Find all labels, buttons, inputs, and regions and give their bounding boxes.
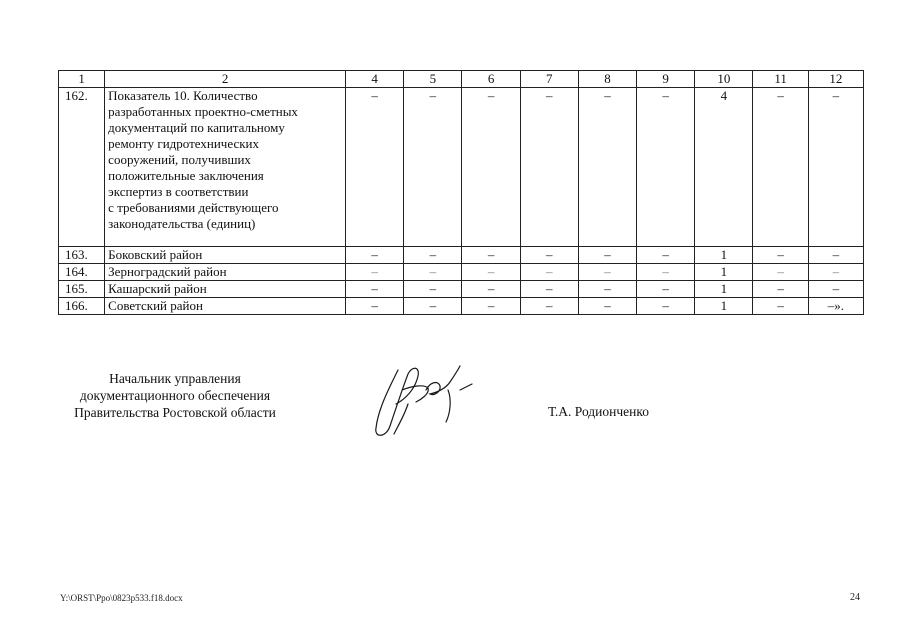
col-header: 2 xyxy=(105,71,346,88)
row-name-line: с требованиями действующего xyxy=(108,200,279,215)
row-name: Зерноградский район xyxy=(105,264,346,281)
cell-value: – xyxy=(346,264,404,281)
cell-value: – xyxy=(808,247,863,264)
cell-value: – xyxy=(578,298,636,315)
file-path: Y:\ORST\Ppo\0823p533.f18.docx xyxy=(60,593,183,603)
cell-value: – xyxy=(346,88,404,247)
col-header: 8 xyxy=(578,71,636,88)
col-header: 6 xyxy=(462,71,520,88)
cell-value: 1 xyxy=(695,264,753,281)
cell-value: – xyxy=(462,88,520,247)
cell-value: – xyxy=(637,247,695,264)
col-header: 5 xyxy=(404,71,462,88)
cell-value: – xyxy=(808,264,863,281)
cell-value: – xyxy=(346,298,404,315)
cell-value: – xyxy=(578,88,636,247)
cell-value: – xyxy=(578,281,636,298)
cell-value: – xyxy=(520,247,578,264)
cell-value: –». xyxy=(808,298,863,315)
signatory-title-line: документационного обеспечения xyxy=(79,388,271,403)
signatory-title-line: Начальник управления xyxy=(109,371,241,386)
col-header: 9 xyxy=(637,71,695,88)
data-table xyxy=(58,70,864,315)
cell-value: – xyxy=(520,88,578,247)
cell-value: – xyxy=(520,281,578,298)
cell-value: – xyxy=(637,88,695,247)
row-number: 164. xyxy=(59,264,105,281)
col-header: 7 xyxy=(520,71,578,88)
signatory-title xyxy=(50,370,300,421)
header-row xyxy=(59,71,864,88)
signatory-title-line: Правительства Ростовской области xyxy=(74,405,276,420)
row-name: Боковский район xyxy=(105,247,346,264)
row-number: 166. xyxy=(59,298,105,315)
table-row xyxy=(59,298,864,315)
row-name-line: разработанных проектно-сметных xyxy=(108,104,298,119)
row-name xyxy=(105,88,346,247)
row-number: 162. xyxy=(59,88,105,247)
cell-value: – xyxy=(404,247,462,264)
row-name-line: положительные заключения xyxy=(108,168,264,183)
row-number: 165. xyxy=(59,281,105,298)
cell-value: 1 xyxy=(695,298,753,315)
cell-value: – xyxy=(753,281,808,298)
cell-value: – xyxy=(346,247,404,264)
col-header: 11 xyxy=(753,71,808,88)
cell-value: – xyxy=(808,88,863,247)
table-row xyxy=(59,88,864,247)
cell-value: – xyxy=(404,298,462,315)
row-name: Кашарский район xyxy=(105,281,346,298)
cell-value: – xyxy=(520,264,578,281)
table-row xyxy=(59,247,864,264)
cell-value: 1 xyxy=(695,247,753,264)
cell-value: – xyxy=(404,281,462,298)
cell-value: – xyxy=(462,264,520,281)
col-header: 4 xyxy=(346,71,404,88)
cell-value: – xyxy=(578,264,636,281)
cell-value: – xyxy=(520,298,578,315)
handwritten-signature xyxy=(368,360,478,440)
col-header: 10 xyxy=(695,71,753,88)
cell-value: – xyxy=(753,247,808,264)
cell-value: – xyxy=(404,88,462,247)
row-name: Советский район xyxy=(105,298,346,315)
row-name-line: экспертиз в соответствии xyxy=(108,184,249,199)
col-header: 12 xyxy=(808,71,863,88)
col-header: 1 xyxy=(59,71,105,88)
cell-value: – xyxy=(404,264,462,281)
row-name-line: документаций по капитальному xyxy=(108,120,285,135)
cell-value: – xyxy=(462,247,520,264)
cell-value: – xyxy=(346,281,404,298)
table-row xyxy=(59,264,864,281)
cell-value: – xyxy=(462,298,520,315)
row-name-line: ремонту гидротехнических xyxy=(108,136,259,151)
signer-name: Т.А. Родионченко xyxy=(548,404,649,419)
cell-value: – xyxy=(753,264,808,281)
cell-value: – xyxy=(462,281,520,298)
cell-value: 1 xyxy=(695,281,753,298)
row-number: 163. xyxy=(59,247,105,264)
row-name-line: Показатель 10. Количество xyxy=(108,88,258,103)
table-row xyxy=(59,281,864,298)
cell-value: – xyxy=(637,281,695,298)
cell-value: – xyxy=(753,298,808,315)
page-number: 24 xyxy=(850,592,860,603)
cell-value: – xyxy=(637,264,695,281)
row-name-line: сооружений, получивших xyxy=(108,152,251,167)
row-name-line: законодательства (единиц) xyxy=(108,216,256,231)
cell-value: 4 xyxy=(695,88,753,247)
cell-value: – xyxy=(578,247,636,264)
cell-value: – xyxy=(808,281,863,298)
cell-value: – xyxy=(637,298,695,315)
cell-value: – xyxy=(753,88,808,247)
